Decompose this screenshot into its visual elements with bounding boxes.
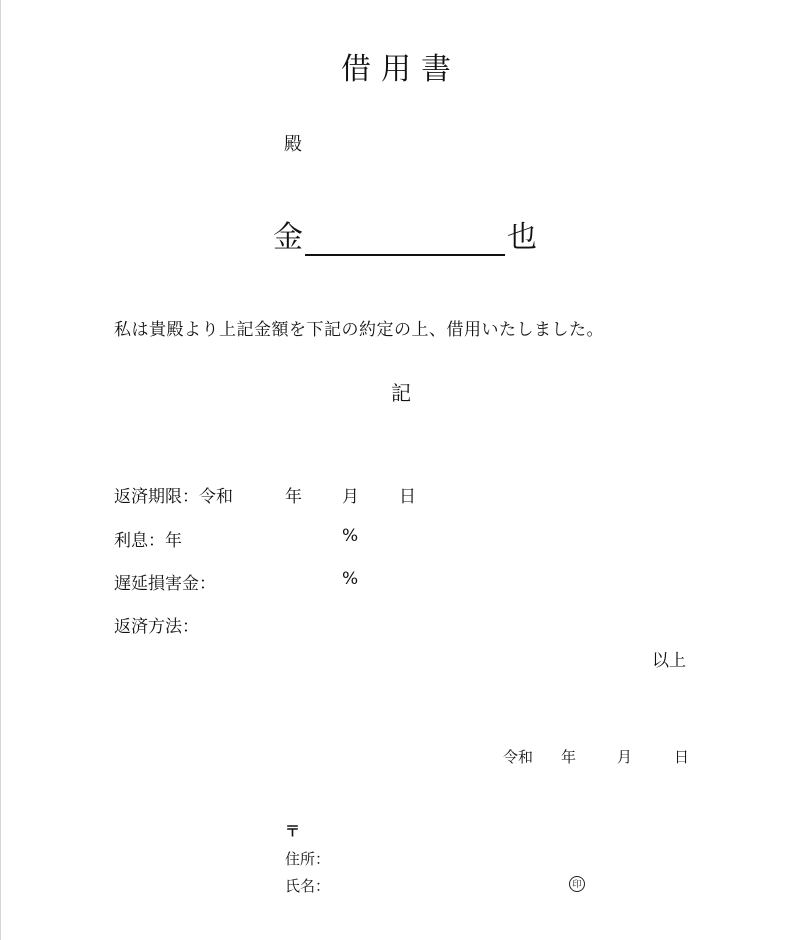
date-era: 令和 [503, 748, 534, 766]
repayment-deadline-label: 返済期限：令和 [114, 487, 233, 507]
seal-mark: 印 [569, 876, 585, 892]
date-year-unit: 年 [561, 748, 577, 766]
ki-heading: 記 [391, 381, 411, 405]
name-label: 氏名： [285, 877, 331, 895]
document-title: 借用書 [341, 52, 461, 87]
interest-percent-sign: % [342, 526, 359, 546]
deadline-day-unit: 日 [399, 487, 416, 507]
amount-blank-line [305, 220, 505, 256]
amount-row [273, 212, 537, 256]
deadline-month-unit: 月 [342, 487, 359, 507]
date-month-unit: 月 [617, 748, 633, 766]
late-damages-label: 遅延損害金： [114, 574, 216, 594]
amount-suffix: 也 [507, 220, 537, 255]
postal-mark: 〒 [285, 822, 301, 840]
amount-prefix: 金 [273, 220, 303, 255]
interest-label: 利息：年 [114, 531, 182, 551]
loan-statement: 私は貴殿より上記金額を下記の約定の上、借用いたしました。 [114, 320, 604, 340]
address-label: 住所： [285, 850, 331, 868]
repayment-method-label: 返済方法： [114, 617, 199, 637]
addressee-suffix: 殿 [284, 134, 302, 155]
closing-ijou: 以上 [652, 651, 686, 671]
late-damages-percent-sign: % [342, 569, 359, 589]
date-day-unit: 日 [674, 748, 690, 766]
deadline-year-unit: 年 [285, 487, 302, 507]
